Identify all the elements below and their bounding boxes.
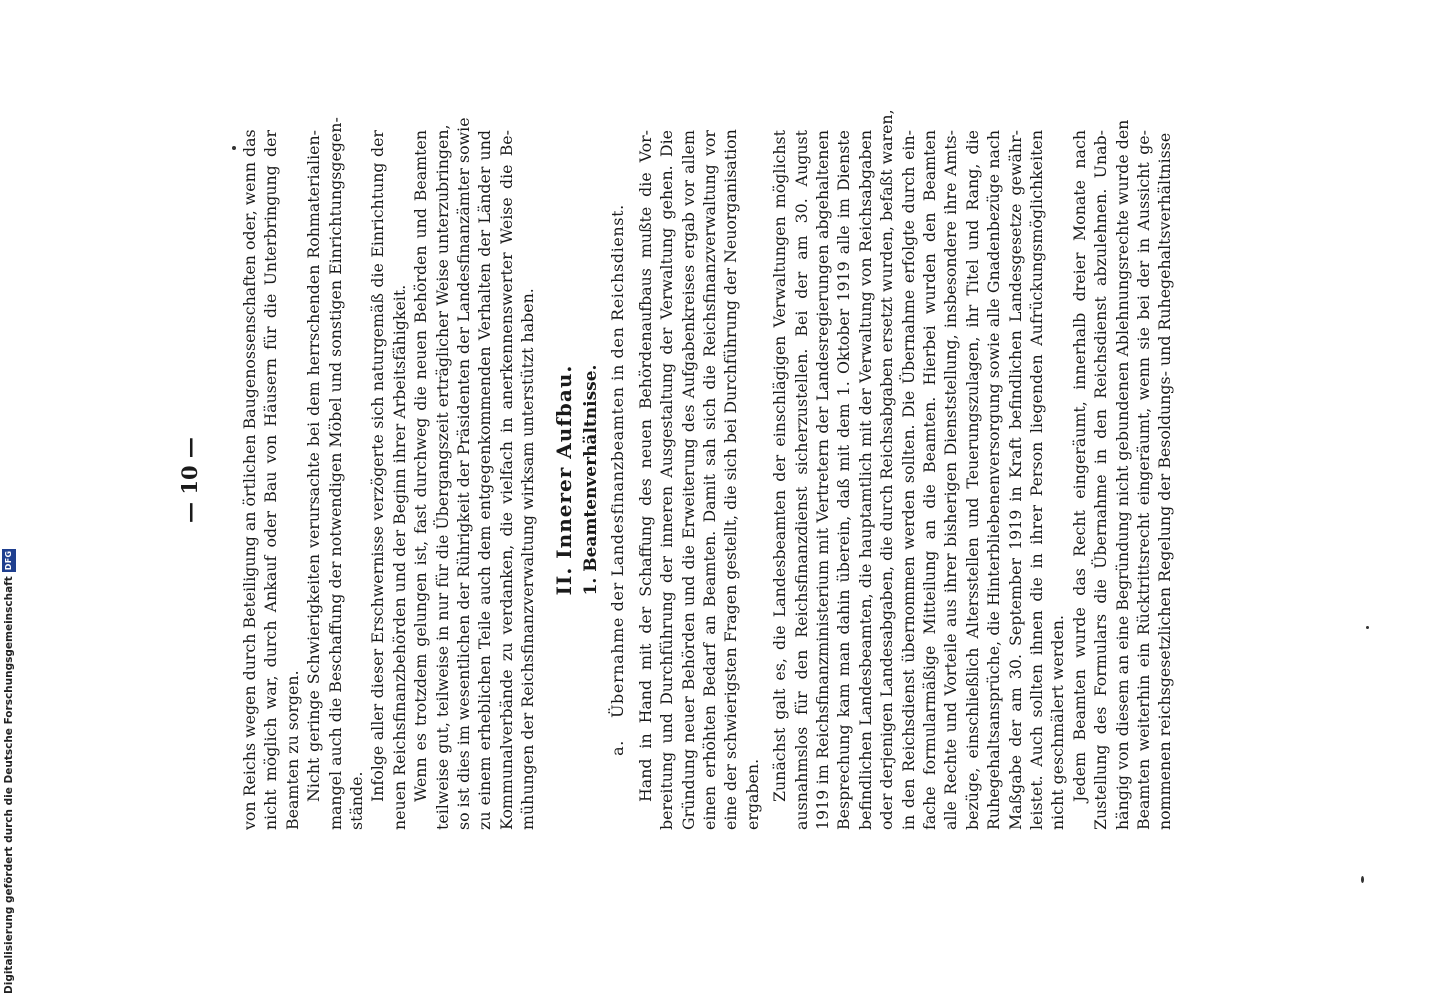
- text-line: in den Reichsdienst übernommen werden sollten. Die Übernahme erfolgte durch ein-: [898, 130, 918, 830]
- text-line: teilweise gut, teilweise in nur für die Übergangszeit erträglicher Weise unterzubringen,: [432, 124, 452, 830]
- text-line: Hand in Hand mit der Schaffung des neuen Behördenaufbaus mußte die Vor-: [635, 130, 655, 802]
- text-line: bereitung und Durchführung der inneren Ausgestaltung der Verwaltung gehen. Die: [657, 130, 677, 830]
- text-line: oder derjenigen Landesabgaben, die durch Reichsabgaben ersetzt wurden, befaßt waren,: [877, 109, 897, 830]
- text-line: leistet. Auch sollten ihnen die in ihrer Person liegenden Aufrückungsmöglichkeiten: [1027, 130, 1046, 830]
- text-line: so ist dies im wesentlichen der Rührigkeit der Präsidenten der Landesfinanzämter sowie: [454, 117, 473, 830]
- text-line: mangel auch die Beschaffung der notwendigen Möbel und sonstigen Einrichtungsgegen-: [325, 117, 345, 830]
- text-line: Wenn es trotzdem gelungen ist, fast durchweg die neuen Behörden und Beamten: [411, 130, 431, 802]
- dfg-logo: DFG: [2, 549, 16, 573]
- text-line: Jedem Beamten wurde das Recht eingeräumt, innerhalb dreier Monate nach: [1069, 130, 1089, 802]
- text-line: Zunächst galt es, die Landesbeamten der einschlägigen Verwaltungen möglichst: [770, 130, 790, 802]
- text-line: Besprechung kam man dahin überein, daß mit dem 1. Oktober 1919 alle im Dienste: [834, 130, 854, 830]
- text-line: Gründung neuer Behörden und die Erweiterung des Aufgabenkreises ergab vor allem: [678, 130, 698, 830]
- text-line: 1919 im Reichsfinanzministerium mit Vertretern der Landesregierungen abgehaltenen: [813, 130, 832, 830]
- text-line: alle Rechte und Vorteile aus ihrer bisherigen Dienststellung, insbesondere ihre Amts-: [941, 130, 961, 830]
- text-line: mühungen der Reichsfinanzverwaltung wirksam unterstützt haben.: [518, 288, 538, 830]
- credit-text: Digitalisierung gefördert durch die Deutsche Forschungsgemeinschaft: [3, 576, 15, 994]
- section-heading: 1. Beamtenverhältnisse.: [581, 364, 601, 596]
- subsection-heading: [608, 130, 628, 830]
- text-line: Zustellung des Formulars die Übernahme in den Reichsdienst abzulehnen. Unab-: [1091, 130, 1111, 830]
- rotated-document: [170, 109, 1300, 830]
- subsection-title: Übernahme der Landesfinanzbeamten in den Reichsdienst.: [608, 204, 628, 719]
- page-number: — 10 —: [177, 437, 202, 523]
- text-line: Maßgabe der am 30. September 1919 in Kraft befindlichen Landesgesetze gewähr-: [1005, 130, 1025, 830]
- scan-speck: [232, 146, 236, 150]
- text-line: Ruhegehaltsansprüche, die Hinterbliebenenversorgung sowie alle Gnadenbezüge nach: [984, 130, 1004, 830]
- text-line: eine der schwierigsten Fragen gestellt, die sich bei Durchführung der Neuorganisation: [721, 129, 741, 830]
- text-line: nicht geschmälert werden.: [1048, 614, 1068, 830]
- scan-speck: [1366, 626, 1369, 629]
- text-line: bezüge, einschließlich Altersstellen und Teuerungszulagen, ihr Titel und Rang, die: [962, 130, 982, 830]
- text-line: von Reichs wegen durch Beteiligung an örtlichen Baugenossenschaften oder, wenn das: [240, 129, 259, 830]
- part-heading: II. Innerer Aufbau.: [551, 364, 576, 596]
- digitization-credit: [0, 550, 18, 1000]
- text-line: neuen Reichsfinanzbehörden und der Beginn ihrer Arbeitsfähigkeit.: [389, 284, 409, 830]
- text-line: hängig von diesem an eine Begründung nicht gebundenen Ablehnungsrechte wurde den: [1112, 119, 1132, 830]
- text-line: Beamten weiterhin ein Rücktrittsrecht eingeräumt, wenn sie bei der in Aussicht ge-: [1134, 130, 1153, 830]
- text-line: Beamten zu sorgen.: [282, 670, 302, 830]
- text-line: Infolge aller dieser Erschwernisse verzögerte sich naturgemäß die Einrichtung der: [368, 130, 388, 802]
- text-line: ausnahmslos für den Reichsfinanzdienst sicherzustellen. Bei der am 30. August: [791, 130, 811, 830]
- text-line: zu einem erheblichen Teile auch dem entgegenkommenden Verhalten der Länder und: [475, 130, 495, 830]
- text-line: Kommunalverbände zu verdanken, die vielfach in anerkennenswerter Weise die Be-: [496, 130, 516, 830]
- subsection-label: a.: [608, 740, 628, 756]
- text-line: einen erhöhten Bedarf an Beamten. Damit sah sich die Reichsfinanzverwaltung vor: [700, 130, 719, 830]
- text-line: nicht möglich war, durch Ankauf oder Bau von Häusern für die Unterbringung der: [261, 130, 281, 830]
- text-line: befindlichen Landesbeamten, die hauptamtlich mit der Verwaltung von Reichsabgaben: [855, 130, 875, 830]
- text-line: ergaben.: [742, 758, 762, 830]
- scan-speck: [1361, 876, 1364, 883]
- text-line: stände.: [347, 771, 366, 830]
- text-line: fache formularmäßige Mitteilung an die Beamten. Hierbei wurden den Beamten: [920, 130, 939, 830]
- text-line: Nicht geringe Schwierigkeiten verursachte bei dem herrschenden Rohmaterialien-: [304, 130, 324, 802]
- text-line: nommenen reichsgesetzlichen Regelung der Besoldungs- und Ruhegehaltsverhältnisse: [1155, 132, 1175, 830]
